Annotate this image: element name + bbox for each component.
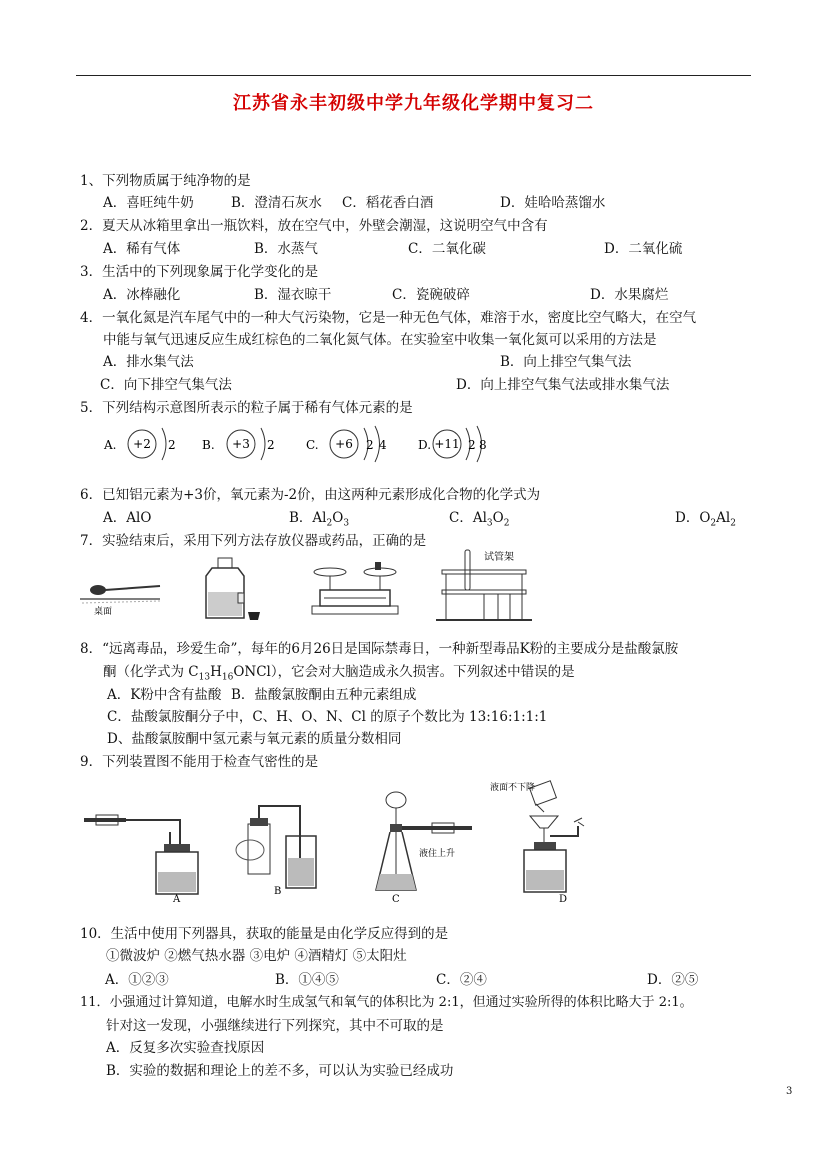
q4-option-d: D．向上排空气集气法或排水集气法: [456, 377, 670, 393]
q8-stem-line1: 8．“远离毒品，珍爱生命”，每年的6月26日是国际禁毒日，一种新型毒品K粉的主要成分是盐酸氯胺: [80, 641, 679, 657]
q1-option-d: D．娃哈哈蒸馏水: [500, 195, 606, 211]
atom-b-shell-1: [261, 428, 265, 460]
q4-stem-line2: 中能与氧气迅速反应生成红棕色的二氧化氮气体。在实验室中收集一氧化氮可以采用的方法是: [103, 332, 657, 348]
atom-b-letter: B.: [202, 438, 215, 452]
q2-option-d: D．二氧化硫: [604, 241, 683, 257]
q9-label-d: D: [559, 894, 568, 905]
atom-c-shell-1-count: 2: [366, 438, 374, 452]
atom-d-shell-2-count: 8: [479, 438, 487, 452]
atom-a: [103, 428, 176, 460]
atom-a-letter: A.: [104, 438, 117, 452]
atom-a-shell-1-count: 2: [168, 438, 176, 452]
q4-stem-line1: 4．一氧化氮是汽车尾气中的一种大气污染物，它是一种无色气体，难溶于水，密度比空气略大，在空气: [80, 310, 697, 326]
q1-stem: 1、下列物质属于纯净物的是: [80, 173, 251, 189]
q10-items: ①微波炉 ②燃气热水器 ③电炉 ④酒精灯 ⑤太阳灶: [106, 948, 407, 964]
q9-note-d: 液面不下降: [490, 783, 536, 793]
q9-fig-a: [84, 815, 198, 905]
q6-option-d: D．$O_2Al_2$: [675, 510, 736, 529]
q2-option-a: A．稀有气体: [103, 241, 181, 257]
atom-c-letter: C.: [306, 438, 319, 452]
q8-stem-line2: 酮（化学式为 $C_{13}H_{16}ONCl$），它会对大脑造成永久损害。下列叙述中错误的是: [103, 664, 575, 683]
q7-fig-balance: [312, 562, 398, 614]
q2-option-c: C．二氧化碳: [408, 241, 486, 257]
atom-b: [202, 428, 275, 460]
q8-option-a: A．K粉中含有盐酸: [107, 687, 222, 703]
q10-stem: 10．生活中使用下列器具，获取的能量是由化学反应得到的是: [80, 926, 449, 942]
atom-c: [306, 426, 387, 462]
q9-label-a: A: [173, 894, 181, 905]
q3-option-b: B．湿衣晾干: [254, 287, 332, 303]
rack-label: 试管架: [484, 552, 514, 563]
q6-option-c: C．$Al_3O_2$: [449, 510, 510, 529]
q9-label-c: C: [392, 894, 400, 905]
q4-option-c: C．向下排空气集气法: [100, 377, 232, 393]
q1-option-c: C．稻花香白酒: [342, 195, 434, 211]
desk-label: 桌面: [94, 607, 113, 617]
q2-stem: 2．夏天从冰箱里拿出一瓶饮料，放在空气中，外壁会潮湿，这说明空气中含有: [80, 218, 548, 234]
q7-stem: 7．实验结束后，采用下列方法存放仪器或药品，正确的是: [80, 533, 427, 549]
q3-option-c: C．瓷碗破碎: [392, 287, 470, 303]
atom-c-charge: +6: [335, 437, 353, 451]
page-number: 3: [786, 1086, 793, 1097]
q1-option-a: A．喜旺纯牛奶: [103, 195, 194, 211]
q11-stem-line2: 针对这一发现，小强继续进行下列探究，其中不可取的是: [106, 1018, 444, 1034]
atom-d-shell-1-count: 2: [468, 438, 476, 452]
atomic-structure-diagrams: [100, 419, 487, 469]
q9-fig-b: [236, 806, 316, 897]
q7-fig-reagent-bottle: [206, 558, 260, 620]
q10-option-b: B．①④⑤: [275, 972, 339, 988]
q9-label-b: B: [274, 886, 282, 897]
q6-stem: 6．已知铝元素为+3价，氧元素为-2价，由这两种元素形成化合物的化学式为: [80, 487, 541, 503]
page-title: 江苏省永丰初级中学九年级化学期中复习二: [233, 93, 594, 114]
header-rule: [76, 75, 751, 76]
q8-option-c: C．盐酸氯胺酮分子中，C、H、O、N、Cl 的原子个数比为 13:16:1:1:1: [107, 709, 548, 725]
q10-option-c: C．②④: [436, 972, 487, 988]
q6-option-a: A．AlO: [103, 510, 152, 526]
q10-option-a: A．①②③: [105, 972, 169, 988]
q10-option-d: D．②⑤: [647, 972, 699, 988]
q9-stem: 9．下列装置图不能用于检查气密性的是: [80, 754, 319, 770]
q5-stem: 5．下列结构示意图所表示的粒子属于稀有气体元素的是: [80, 400, 413, 416]
q3-option-d: D．水果腐烂: [590, 287, 669, 303]
q11-stem-line1: 11．小强通过计算知道，电解水时生成氢气和氧气的体积比为 2:1，但通过实验所得的体积比略大于 2:1。: [80, 995, 693, 1010]
q2-option-b: B．水蒸气: [254, 241, 318, 257]
atom-a-charge: +2: [133, 437, 151, 451]
atom-c-shell-2-count: 4: [379, 438, 387, 452]
q8-option-d: D、盐酸氯胺酮中氢元素与氧元素的质量分数相同: [107, 731, 402, 747]
atom-d-charge: +11: [434, 437, 460, 451]
atom-b-shell-1-count: 2: [267, 438, 275, 452]
atom-d: [418, 426, 487, 462]
q3-option-a: A．冰棒融化: [103, 287, 181, 303]
q1-option-b: B．澄清石灰水: [231, 195, 322, 211]
q3-stem: 3．生活中的下列现象属于化学变化的是: [80, 264, 319, 280]
q9-fig-d: [490, 781, 584, 905]
atom-a-shell-1: [162, 428, 166, 460]
q4-option-a: A．排水集气法: [103, 354, 194, 370]
q7-figures: [80, 548, 540, 623]
q7-fig-test-tube-rack: [436, 550, 532, 620]
q9-note-c: 液住上升: [419, 849, 456, 859]
q11-option-a: A．反复多次实验查找原因: [106, 1040, 265, 1056]
q9-figures: [78, 778, 618, 908]
q7-fig-dropper-on-desk: [80, 585, 160, 617]
atom-d-letter: D.: [418, 438, 432, 452]
atom-b-charge: +3: [232, 437, 250, 451]
q4-option-b: B．向上排空气集气法: [500, 354, 632, 370]
q11-option-b: B．实验的数据和理论上的差不多，可以认为实验已经成功: [106, 1063, 454, 1079]
q6-option-b: B．$Al_2O_3$: [289, 510, 350, 529]
q8-option-b: B．盐酸氯胺酮由五种元素组成: [231, 687, 417, 703]
q9-fig-c: [376, 792, 472, 905]
